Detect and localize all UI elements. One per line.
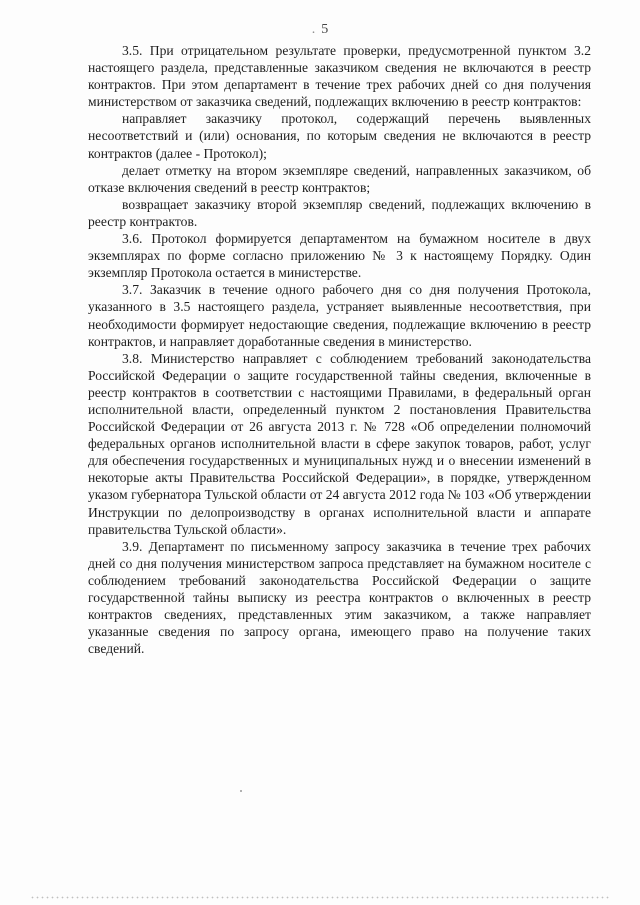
- paragraph-3-8: 3.8. Министерство направляет с соблюдением требований законодательства Российской Федерации о защите государственной тайны сведения, включенные в реестр контрактов в соответствии с настоящими Правилами, в федеральный орган исполнительной власти, определенный пунктом 2 постановления Правительства Российской Федерации от 26 августа 2013 г. № 728 «Об определении полномочий федеральных органов исполнительной власти в сфере закупок товаров, работ, услуг для обеспечения государственных и муниципальных нужд и о внесении изменений в некоторые акты Правительства Российской Федерации», в порядке, утвержденном указом губернатора Тульской области от 24 августа 2012 года № 103 «Об утверждении Инструкции по делопроизводству в органах исполнительной власти и аппарате правительства Тульской области».: [88, 350, 591, 537]
- scan-artifact-dots: [30, 896, 610, 899]
- list-item-mark: делает отметку на втором экземпляре сведений, направленных заказчиком, об отказе включения сведений в реестр контрактов;: [88, 162, 591, 195]
- document-body: [88, 42, 591, 657]
- paragraph-3-5: 3.5. При отрицательном результате проверки, предусмотренной пунктом 3.2 настоящего раздела, представленные заказчиком сведения не включаются в реестр контрактов. При этом департамент в течение трех рабочих дней со дня получения министерством от заказчика сведений, подлежащих включению в реестр контрактов:: [88, 43, 591, 110]
- paragraph-3-6: 3.6. Протокол формируется департаментом на бумажном носителе в двух экземплярах по форме согласно приложению № 3 к настоящему Порядку. Один экземпляр Протокола остается в министерстве.: [88, 231, 591, 281]
- page-number-dot: .: [311, 22, 316, 37]
- list-item-protocol: направляет заказчику протокол, содержащий перечень выявленных несоответствий и (или) основания, по которым сведения не включаются в реестр контрактов (далее - Протокол);: [88, 111, 591, 161]
- paragraph-3-9: 3.9. Департамент по письменному запросу заказчика в течение трех рабочих дней со дня получения министерством запроса представляет на бумажном носителе с соблюдением требований законодательства Российской Федерации о защите государственной тайны выписку из реестра контрактов о включенных в реестр контрактов сведениях, представленных этим заказчиком, а также направляет указанные сведения по запросу органа, имеющего право на получение таких сведений.: [88, 538, 591, 657]
- page-number-value: 5: [321, 22, 329, 37]
- paragraph-3-7: 3.7. Заказчик в течение одного рабочего дня со дня получения Протокола, указанного в 3.5 настоящего раздела, устраняет выявленные несоответствия, при необходимости формирует недостающие сведения, подлежащие включению в реестр контрактов, и направляет доработанные сведения в министерство.: [88, 282, 591, 349]
- page-number: [0, 22, 640, 38]
- scan-speck: [240, 790, 242, 792]
- list-item-return: возвращает заказчику второй экземпляр сведений, подлежащих включению в реестр контрактов.: [88, 196, 591, 229]
